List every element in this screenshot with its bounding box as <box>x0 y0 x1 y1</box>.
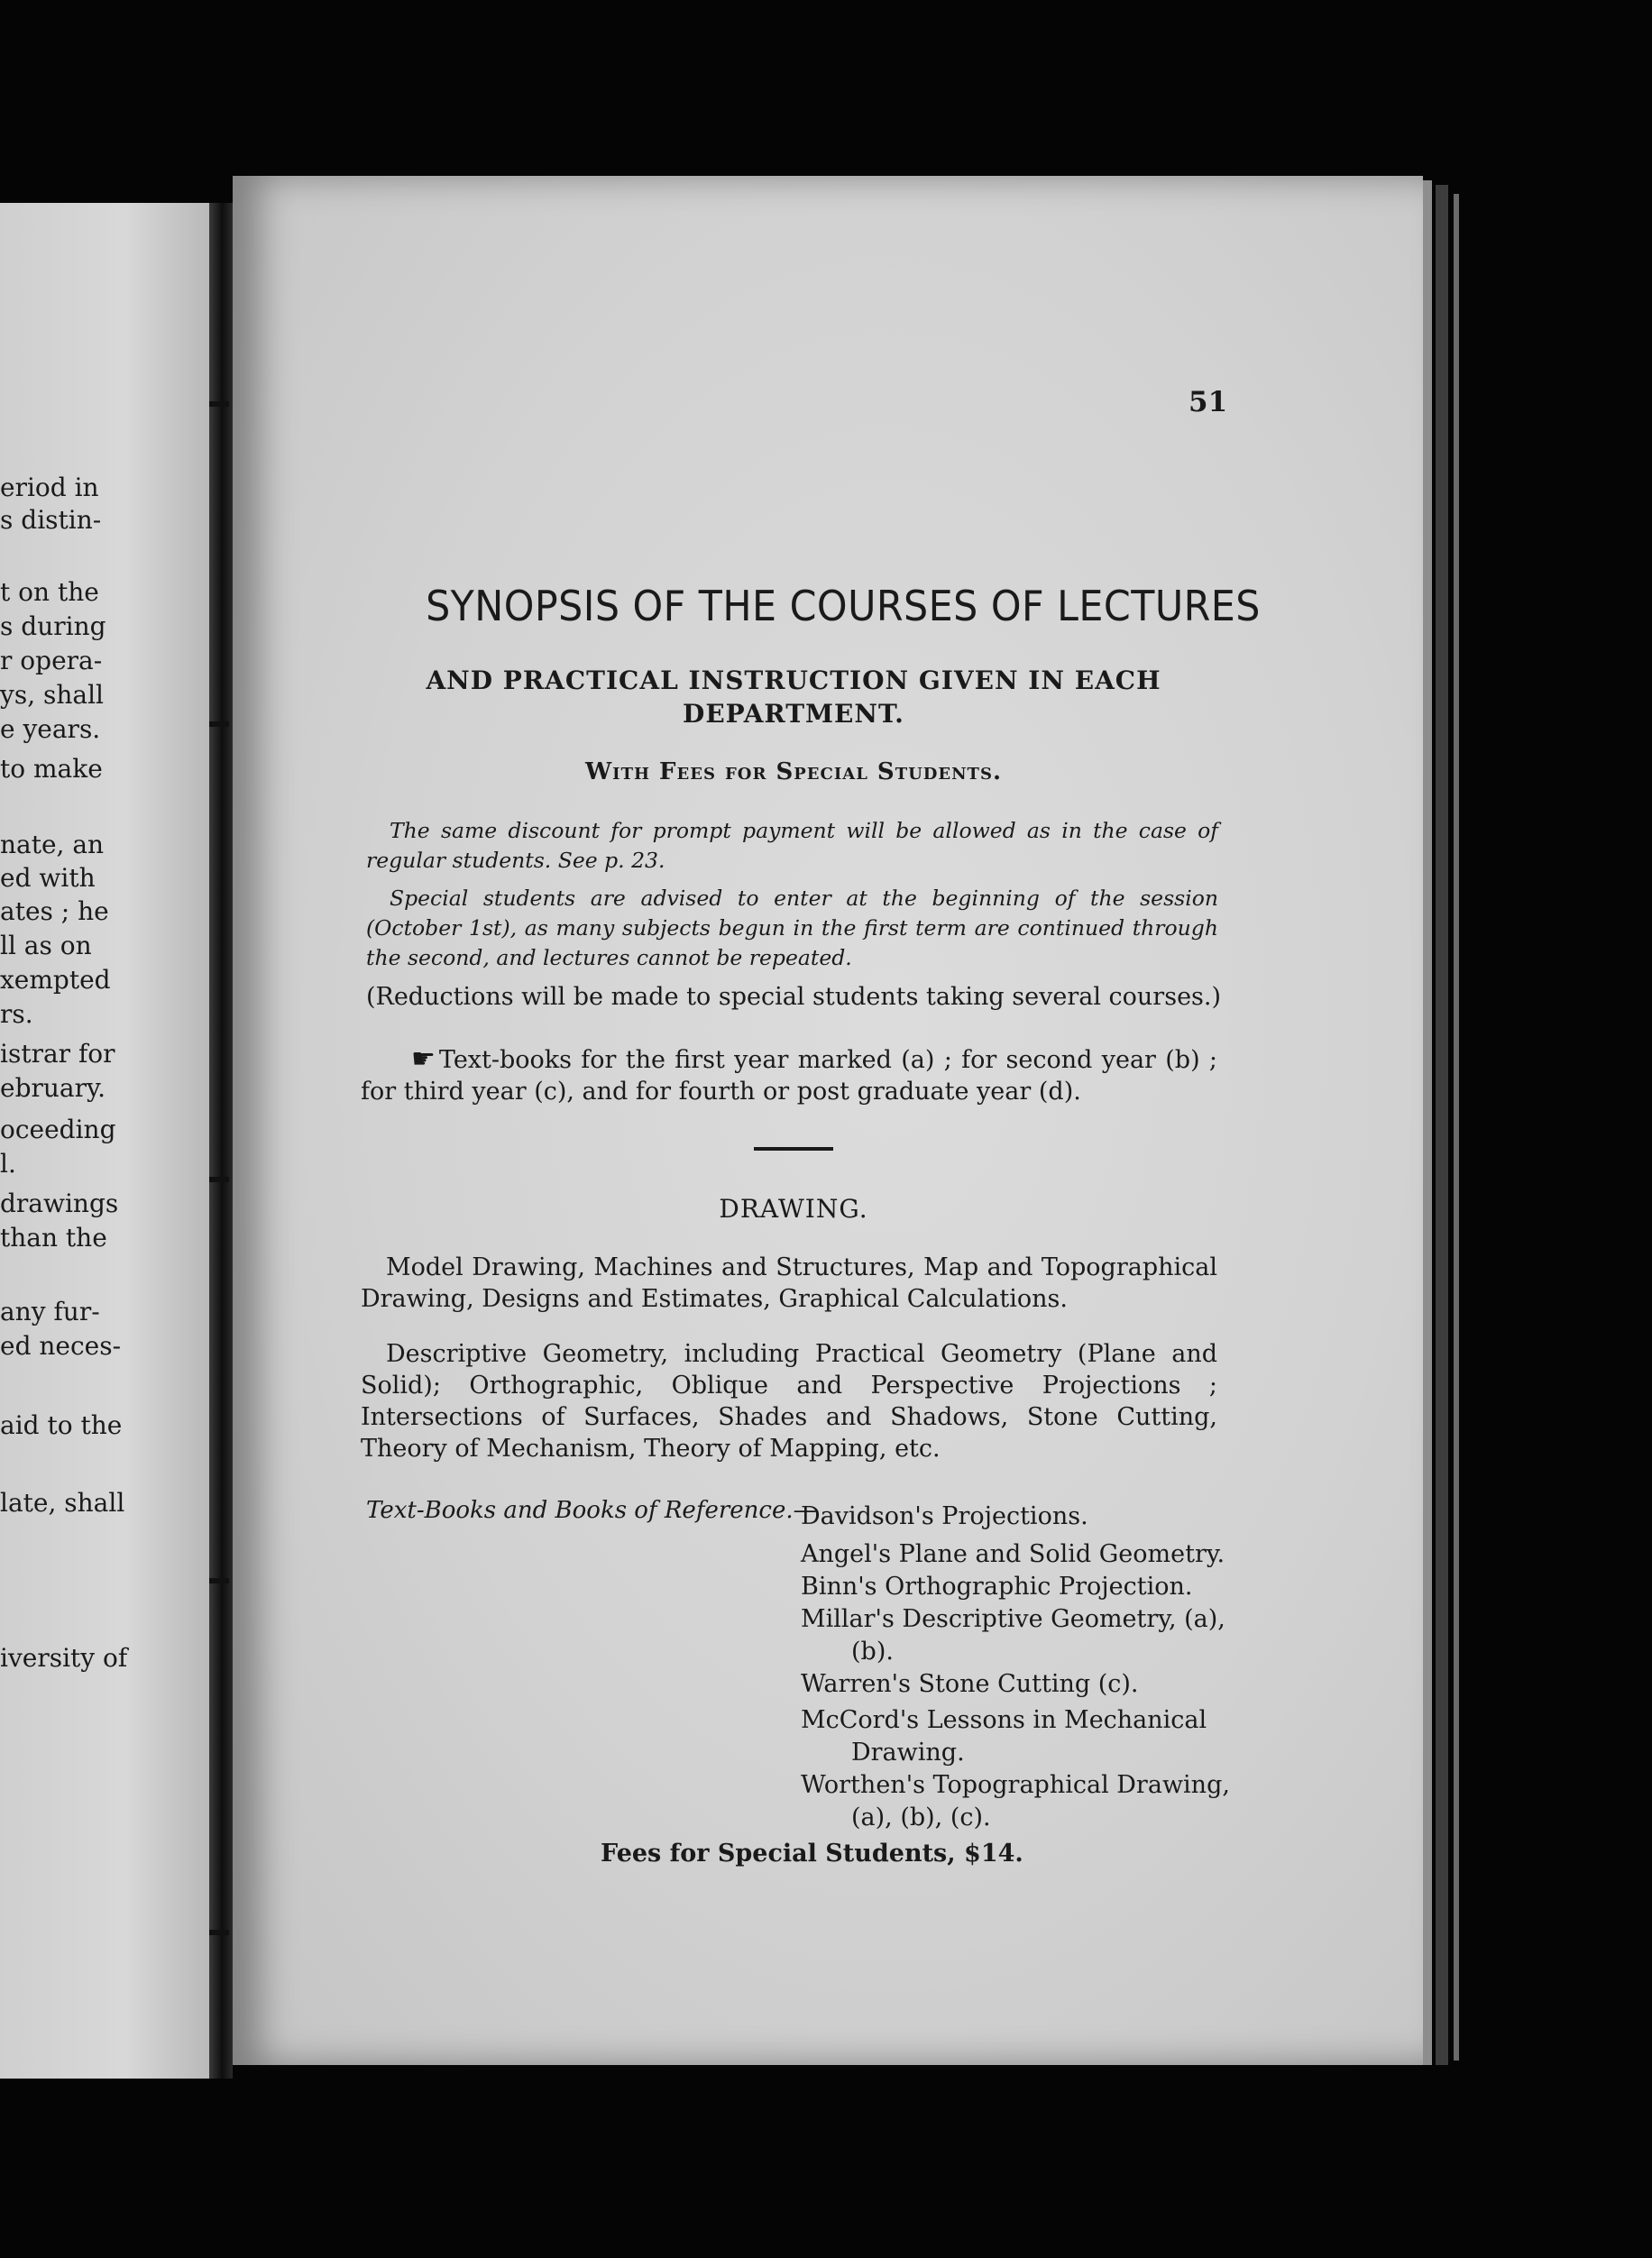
left-page-line: nate, an <box>0 830 105 859</box>
binding-stitch <box>209 401 229 407</box>
left-page-line: e years. <box>0 714 101 744</box>
binding-stitch <box>209 1930 229 1935</box>
left-page-line: than the <box>0 1223 107 1253</box>
book-cover-edge <box>1454 194 1459 2061</box>
left-page-line: ed with <box>0 863 96 893</box>
textbook-note-block <box>361 1043 1217 1107</box>
drawing-paragraph: Descriptive Geometry, including Practical Geometry (Plane and Solid); Orthographic, Oblique and Perspective Projections ; Intersections of Surfaces, Shades and Shadows, Stone Cutting, Theory of Mechanism, Theory of Mapping, etc. <box>361 1340 1217 1463</box>
section-heading-drawing: DRAWING. <box>719 1194 868 1224</box>
left-page-line: iversity of <box>0 1643 128 1673</box>
session-note: Special students are advised to enter at the beginning of the session (October 1st), as many subjects begun in the first term are continued through the second, and lectures cannot be repeated. <box>366 886 1218 970</box>
left-page-line: istrar for <box>0 1039 115 1069</box>
left-page-line: oceeding <box>0 1115 116 1144</box>
left-page-line: r opera- <box>0 646 103 675</box>
reference-item: Davidson's Projections. <box>801 1502 1088 1530</box>
binding-stitch <box>209 721 229 727</box>
discount-note: The same discount for prompt payment will be allowed as in the case of regular students. See p. 23. <box>366 818 1218 873</box>
reference-item: Binn's Orthographic Projection. <box>801 1573 1193 1601</box>
binding-stitch <box>209 1578 229 1583</box>
left-page-line: s distin- <box>0 505 102 535</box>
book-cover-edge <box>1436 185 1448 2065</box>
page-number: 51 <box>1189 386 1228 418</box>
left-page-fragment <box>0 203 209 2079</box>
left-page-line: late, shall <box>0 1488 125 1518</box>
left-page-line: l. <box>0 1149 16 1179</box>
left-page-line: ll as on <box>0 931 92 960</box>
reference-item: Worthen's Topographical Drawing, (a), (b), (c). <box>801 1771 1230 1831</box>
left-page-line: ys, shall <box>0 680 104 710</box>
references-label: Text-Books and Books of Reference.— <box>366 1497 817 1524</box>
page-edge <box>1423 180 1432 2065</box>
reductions-note: (Reductions will be made to special students taking several courses.) <box>365 983 1222 1011</box>
left-page-line: drawings <box>0 1189 119 1218</box>
page-subtitle: AND PRACTICAL INSTRUCTION GIVEN IN EACH DEPARTMENT. <box>426 665 1161 729</box>
left-page-line: t on the <box>0 577 99 607</box>
textbook-note: Text-books for the first year marked (a) ; for second year (b) ; for third year (c), and for fourth or post graduate year (d). <box>361 1046 1217 1106</box>
reference-item: Warren's Stone Cutting (c). <box>801 1670 1139 1698</box>
left-page-line: any fur- <box>0 1297 100 1326</box>
left-page-line: s during <box>0 611 106 641</box>
reference-item: Millar's Descriptive Geometry, (a), (b). <box>801 1605 1225 1666</box>
binding-stitch <box>209 1177 229 1182</box>
section-divider <box>754 1147 833 1151</box>
left-page-line: xempted <box>0 965 111 995</box>
left-page-line: ebruary. <box>0 1073 106 1103</box>
reference-item: McCord's Lessons in Mechanical Drawing. <box>801 1706 1207 1767</box>
left-page-line: to make <box>0 754 103 784</box>
pointing-hand-icon: ☛ <box>411 1043 436 1075</box>
fees-line: Fees for Special Students, $14. <box>601 1840 1023 1868</box>
left-page-line: eriod in <box>0 473 99 502</box>
left-page-line: aid to the <box>0 1410 123 1440</box>
left-page-line: rs. <box>0 999 33 1029</box>
left-page-line: ed neces- <box>0 1331 122 1361</box>
left-page-line: ates ; he <box>0 896 109 926</box>
page-title: SYNOPSIS OF THE COURSES OF LECTURES <box>426 582 1261 630</box>
book-gutter <box>209 203 233 2079</box>
reference-item: Angel's Plane and Solid Geometry. <box>801 1540 1225 1568</box>
drawing-paragraph: Model Drawing, Machines and Structures, Map and Topographical Drawing, Designs and Estimates, Graphical Calculations. <box>361 1253 1217 1313</box>
fees-note: With Fees for Special Students. <box>584 758 1003 785</box>
